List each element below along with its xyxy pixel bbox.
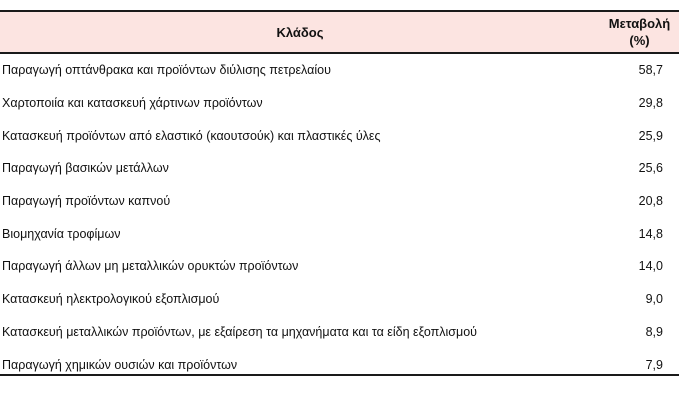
row-sector: Χαρτοποιία και κατασκευή χάρτινων προϊόντων — [2, 96, 263, 111]
header-change-line1: Μεταβολή — [608, 16, 671, 31]
row-change: 9,0 — [645, 292, 663, 307]
row-change: 29,8 — [638, 96, 663, 111]
table-row — [0, 250, 679, 283]
row-change: 14,8 — [638, 226, 663, 241]
row-sector: Βιομηχανία τροφίμων — [2, 226, 121, 241]
header-sector: Κλάδος — [276, 24, 324, 40]
row-change: 20,8 — [638, 194, 663, 209]
row-change: 58,7 — [638, 63, 663, 78]
row-change: 14,0 — [638, 259, 663, 274]
table-row — [0, 152, 679, 185]
row-sector: Παραγωγή χημικών ουσιών και προϊόντων — [2, 357, 238, 372]
row-sector: Παραγωγή βασικών μετάλλων — [2, 161, 169, 176]
row-sector: Παραγωγή οπτάνθρακα και προϊόντων διύλισης πετρελαίου — [2, 63, 331, 78]
row-change: 25,6 — [638, 161, 663, 176]
header-change-line2: (%) — [629, 33, 650, 48]
table-row — [0, 316, 679, 349]
row-change: 7,9 — [645, 357, 663, 372]
row-change: 25,9 — [638, 128, 663, 143]
sector-change-table — [0, 10, 679, 381]
table-header — [0, 10, 679, 54]
table-row — [0, 185, 679, 218]
row-change: 8,9 — [645, 324, 663, 339]
row-sector: Παραγωγή προϊόντων καπνού — [2, 194, 171, 209]
table-bottom-rule — [0, 374, 679, 376]
table-row — [0, 217, 679, 250]
table-row — [0, 119, 679, 152]
row-sector: Κατασκευή ηλεκτρολογικού εξοπλισμού — [2, 292, 220, 307]
row-sector: Κατασκευή προϊόντων από ελαστικό (καουτσούκ) και πλαστικές ύλες — [2, 128, 381, 143]
row-sector: Παραγωγή άλλων μη μεταλλικών ορυκτών προϊόντων — [2, 259, 299, 274]
table-row — [0, 87, 679, 120]
table-row — [0, 283, 679, 316]
table-row — [0, 54, 679, 87]
row-sector: Κατασκευή μεταλλικών προϊόντων, με εξαίρεση τα μηχανήματα και τα είδη εξοπλισμού — [2, 324, 477, 339]
header-change — [600, 14, 679, 50]
table-body — [0, 54, 679, 381]
